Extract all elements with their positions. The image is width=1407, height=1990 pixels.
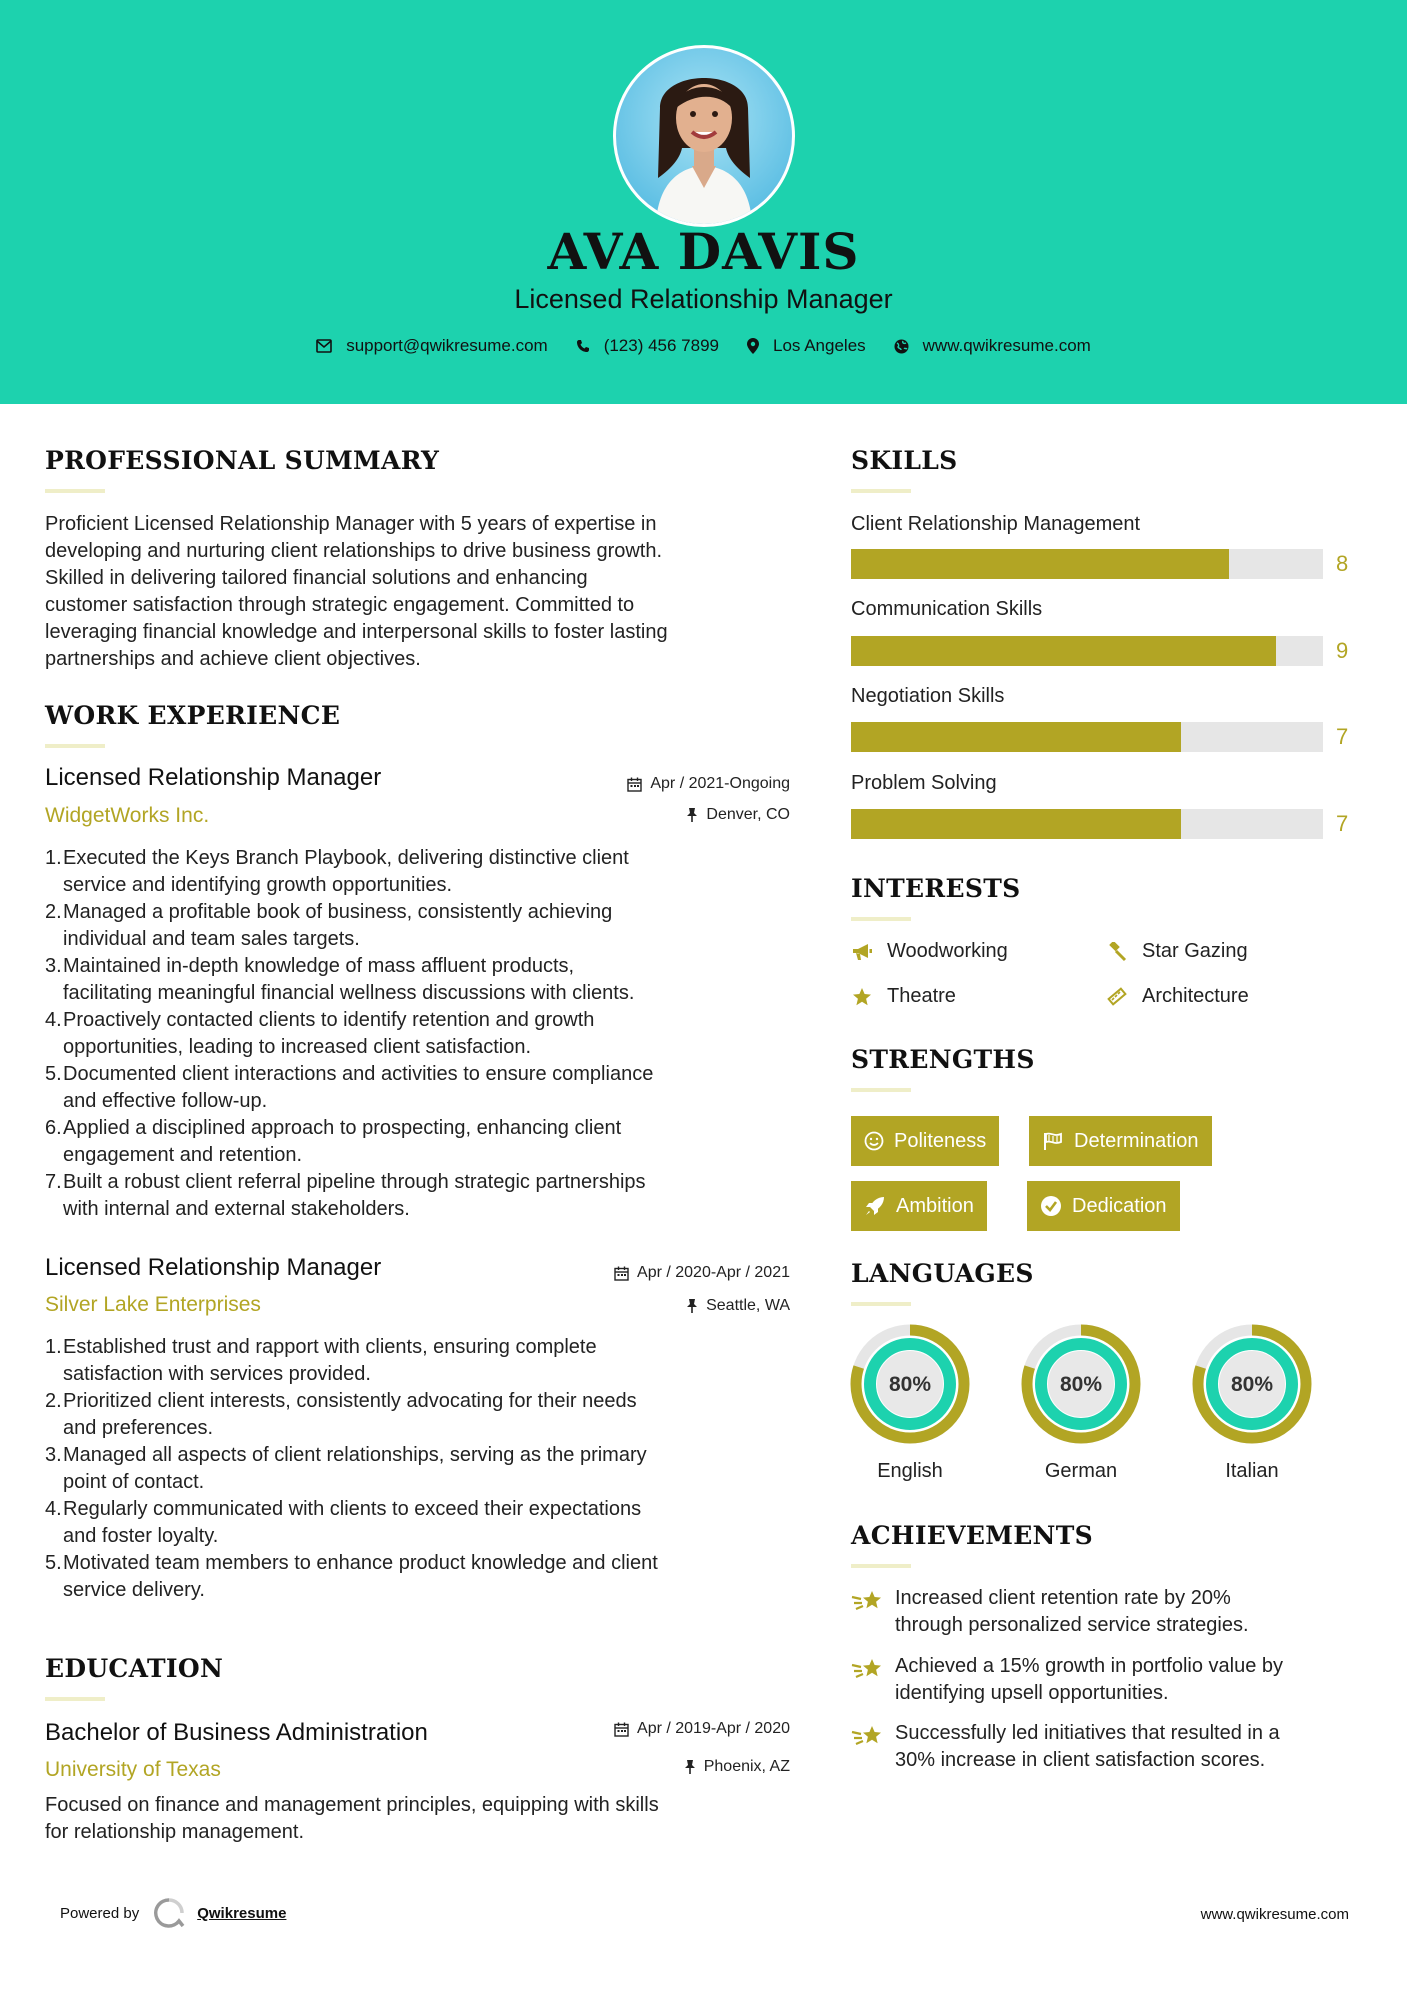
experience-heading-rule (45, 744, 105, 748)
skill-bar-fill (851, 809, 1181, 839)
skills-heading: SKILLS (851, 446, 958, 475)
interest-item: Woodworking (851, 940, 1008, 963)
pushpin-icon (686, 1298, 698, 1314)
pushpin-icon (684, 1759, 696, 1775)
skills-heading-rule (851, 489, 911, 493)
language-name: German (1044, 1460, 1118, 1482)
language-item (1019, 1322, 1143, 1482)
languages-heading: LANGUAGES (851, 1259, 1034, 1288)
language-name: Italian (1225, 1460, 1279, 1482)
list-item: 4. Proactively contacted clients to identify retention and growth opportunities, leading to increased client satisfaction. (45, 1009, 595, 1058)
list-item: 3. Managed all aspects of client relationships, serving as the primary point of contact. (45, 1444, 647, 1493)
achievement-item: Achieved a 15% growth in portfolio value by identifying upsell opportunities. (851, 1653, 1283, 1707)
header-banner (0, 0, 1407, 404)
job-location-text: Seattle, WA (706, 1297, 790, 1314)
summary-text (45, 511, 668, 673)
education-dates (540, 1720, 790, 1738)
check-circle-icon (1040, 1195, 1062, 1217)
map-pin-icon (747, 338, 759, 354)
achievement-item: Successfully led initiatives that resulted in a 30% increase in client satisfaction scores. (851, 1720, 1280, 1774)
interests-heading-rule (851, 917, 911, 921)
globe-icon (894, 339, 909, 354)
skill-label: Problem Solving (851, 772, 997, 794)
education-heading: EDUCATION (45, 1654, 224, 1683)
contact-location-text: Los Angeles (773, 336, 866, 355)
achievements-heading: ACHIEVEMENTS (851, 1521, 1093, 1550)
job-location-text: Denver, CO (706, 806, 790, 823)
skill-bar-fill (851, 549, 1229, 579)
skill-value: 7 (1336, 811, 1349, 836)
summary-line: Skilled in delivering tailored financial solutions and enhancing (45, 567, 588, 589)
gavel-icon (1106, 942, 1128, 962)
education-dates-text: Apr / 2019-Apr / 2020 (637, 1720, 790, 1737)
language-progress-ring (1019, 1322, 1143, 1446)
company-name: Silver Lake Enterprises (45, 1293, 261, 1316)
interests-heading: INTERESTS (851, 874, 1021, 903)
calendar-icon (627, 777, 642, 792)
strengths-heading-rule (851, 1088, 911, 1092)
list-item: 6. Applied a disciplined approach to prospecting, enhancing client engagement and retention. (45, 1117, 622, 1166)
phone-icon (576, 339, 590, 353)
powered-by-label: Powered by (60, 1904, 140, 1922)
language-percent: 80% (1059, 1373, 1103, 1396)
calendar-icon (614, 1722, 629, 1737)
job-location (560, 806, 790, 824)
contact-location (747, 336, 866, 356)
interest-item: Star Gazing (1106, 940, 1248, 963)
job-title: Licensed Relationship Manager (45, 1254, 382, 1281)
skill-label: Negotiation Skills (851, 685, 1005, 707)
strength-tag: Dedication (1027, 1181, 1180, 1231)
job-dates-text: Apr / 2020-Apr / 2021 (637, 1264, 790, 1281)
contact-email-text: support@qwikresume.com (346, 336, 548, 355)
company-name: WidgetWorks Inc. (45, 804, 210, 827)
language-progress-ring (1190, 1322, 1314, 1446)
list-item: 5. Documented client interactions and activities to ensure compliance and effective follow-up. (45, 1063, 654, 1112)
strength-tag: Ambition (851, 1181, 987, 1231)
education-heading-rule (45, 1697, 105, 1701)
shooting-star-icon (851, 1587, 885, 1615)
qwikresume-logo-icon (153, 1897, 185, 1929)
skill-bar-track (851, 549, 1323, 579)
envelope-icon (316, 339, 332, 353)
job-title: Licensed Relationship Manager (45, 764, 382, 791)
profile-photo-illustration (616, 48, 792, 224)
education-description: Focused on finance and management principles, equipping with skills for relationship management. (45, 1794, 659, 1843)
skill-bar-track (851, 636, 1323, 666)
strength-tag: Determination (1029, 1116, 1212, 1166)
ruler-pencil-icon (1106, 987, 1128, 1007)
summary-line: partnerships and achieve client objectives. (45, 648, 421, 670)
language-percent: 80% (1230, 1373, 1274, 1396)
footer-powered-by (60, 1897, 286, 1929)
interest-item: Architecture (1106, 985, 1249, 1008)
list-item: 2. Managed a profitable book of business, consistently achieving individual and team sales targets. (45, 901, 613, 950)
job-responsibilities (45, 1334, 785, 1604)
list-item: 7. Built a robust client referral pipeline through strategic partnerships with internal and external stakeholders. (45, 1171, 646, 1220)
pushpin-icon (686, 807, 698, 823)
summary-line: customer satisfaction through strategic engagement. Committed to (45, 594, 635, 616)
strength-tag: Politeness (851, 1116, 999, 1166)
strengths-heading: STRENGTHS (851, 1045, 1035, 1074)
achievements-heading-rule (851, 1564, 911, 1568)
megaphone-icon (851, 942, 873, 962)
list-item: 3. Maintained in-depth knowledge of mass affluent products, facilitating meaningful financial wellness discussions with clients. (45, 955, 635, 1004)
list-item: 2. Prioritized client interests, consistently advocating for their needs and preferences. (45, 1390, 637, 1439)
achievement-item: Increased client retention rate by 20% through personalized service strategies. (851, 1585, 1249, 1639)
education-location (560, 1758, 790, 1776)
job-dates (560, 775, 790, 793)
skill-bar-fill (851, 636, 1276, 666)
list-item: 1. Executed the Keys Branch Playbook, delivering distinctive client service and identifying growth opportunities. (45, 847, 629, 896)
calendar-icon (614, 1266, 629, 1281)
skill-bar-track (851, 722, 1323, 752)
footer-website[interactable]: www.qwikresume.com (1200, 1906, 1349, 1923)
candidate-title: Licensed Relationship Manager (514, 284, 893, 314)
shooting-star-icon (851, 1655, 885, 1683)
school-name: University of Texas (45, 1758, 221, 1781)
qwikresume-link[interactable]: Qwikresume (197, 1904, 287, 1922)
language-percent: 80% (888, 1373, 932, 1396)
list-item: 1. Established trust and rapport with clients, ensuring complete satisfaction with services provided. (45, 1336, 597, 1385)
skill-value: 9 (1336, 638, 1349, 663)
contact-email[interactable] (316, 336, 548, 356)
skill-label: Client Relationship Management (851, 513, 1141, 535)
job-responsibilities (45, 845, 785, 1223)
contact-phone-text: (123) 456 7899 (603, 336, 720, 355)
skill-value: 7 (1336, 724, 1349, 749)
languages-heading-rule (851, 1302, 911, 1306)
job-dates-text: Apr / 2021-Ongoing (650, 775, 790, 792)
contact-phone[interactable] (576, 336, 719, 356)
summary-line: Proficient Licensed Relationship Manager with 5 years of expertise in (45, 513, 657, 535)
skill-label: Communication Skills (851, 598, 1043, 620)
language-item (1190, 1322, 1314, 1482)
contact-website[interactable] (894, 336, 1091, 356)
summary-heading: PROFESSIONAL SUMMARY (45, 446, 440, 475)
list-item: 4. Regularly communicated with clients to exceed their expectations and foster loyalty. (45, 1498, 642, 1547)
job-dates (540, 1264, 790, 1282)
contact-website-text: www.qwikresume.com (922, 336, 1091, 355)
candidate-name: AVA DAVIS (547, 222, 860, 281)
shooting-star-icon (851, 1722, 885, 1750)
flag-icon (1042, 1131, 1064, 1151)
skill-bar-fill (851, 722, 1181, 752)
summary-line: leveraging financial knowledge and interpersonal skills to foster lasting (45, 621, 668, 643)
interest-item: Theatre (851, 985, 956, 1008)
language-progress-ring (848, 1322, 972, 1446)
summary-heading-rule (45, 489, 105, 493)
language-item (848, 1322, 972, 1482)
skill-value: 8 (1336, 551, 1349, 576)
contact-bar (0, 336, 1407, 356)
star-icon (851, 987, 873, 1007)
skill-bar-track (851, 809, 1323, 839)
experience-heading: WORK EXPERIENCE (45, 701, 341, 730)
degree-name: Bachelor of Business Administration (45, 1719, 428, 1746)
summary-line: developing and nurturing client relationships to drive business growth. (45, 540, 663, 562)
language-name: English (877, 1460, 943, 1482)
smile-icon (864, 1131, 884, 1151)
rocket-icon (864, 1195, 886, 1217)
profile-photo (613, 45, 795, 227)
list-item: 5. Motivated team members to enhance product knowledge and client service delivery. (45, 1552, 658, 1601)
education-location-text: Phoenix, AZ (703, 1758, 790, 1775)
job-location (560, 1297, 790, 1315)
